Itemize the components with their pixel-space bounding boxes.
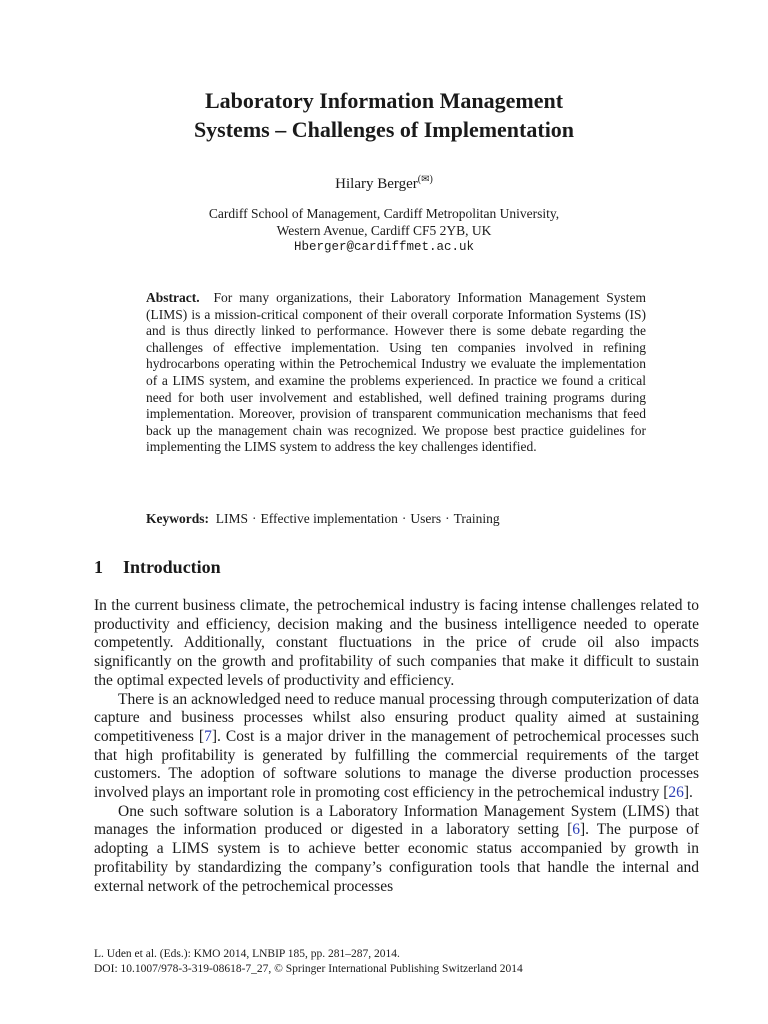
- section-title: Introduction: [123, 557, 221, 577]
- keyword-item: Users: [410, 511, 442, 526]
- title-line-2: Systems – Challenges of Implementation: [193, 117, 575, 142]
- keyword-separator: ·: [252, 511, 257, 526]
- abstract-label: Abstract.: [146, 290, 200, 305]
- paragraph-3: [94, 803, 699, 897]
- keyword-item: Effective implementation: [260, 511, 398, 526]
- affiliation-line-1: Cardiff School of Management, Cardiff Metropolitan University,: [208, 206, 560, 221]
- paper-title: [0, 86, 768, 144]
- keyword-item: Training: [453, 511, 500, 526]
- footer-citation: L. Uden et al. (Eds.): KMO 2014, LNBIP 185, pp. 281–287, 2014.: [94, 948, 400, 960]
- citation-link[interactable]: 6: [572, 821, 580, 839]
- section-number: 1: [94, 557, 103, 577]
- citation-link[interactable]: 7: [204, 727, 212, 745]
- author: [0, 174, 768, 193]
- keyword-item: LIMS: [215, 511, 249, 526]
- author-email[interactable]: Hberger@cardiffmet.ac.uk: [293, 240, 475, 254]
- footer-doi: DOI: 10.1007/978-3-319-08618-7_27, © Springer International Publishing Switzerland 2014: [94, 963, 523, 975]
- paragraph-2-part-a: There is an acknowledged need to reduce manual processing through computerization of data capture and business processes whilst also ensuring product quality aimed at sustaining competitiveness [: [94, 690, 699, 745]
- abstract-text: For many organizations, their Laboratory Information Management System (LIMS) is a mission-critical component of their overall corporate Information Systems (IS) and is thus directly linked to performance. However there is some debate regarding the challenges of effective implementation. Using ten companies involved in refining hydrocarbons operating within the Petrochemical Industry we evaluate the implementation of a LIMS system, and examine the problems experienced. In practice we found a critical need for both user involvement and established, well defined training programs during implementation. Moreover, provision of transparent communication mechanisms that feed back up the management chain was recognized. We propose best practice guidelines for implementing the LIMS system to address the key challenges identified.: [146, 290, 646, 455]
- author-name: Hilary Berger: [335, 176, 418, 192]
- keywords-label: Keywords:: [146, 511, 209, 526]
- paragraph-2-part-b: ]. Cost is a major driver in the management of petrochemical processes such that high profitability is generated by fulfilling the commercial requirements of the target customers. The adoption of software solutions to manage the diverse production processes involved plays an important role in promoting cost efficiency in the petrochemical industry [: [94, 727, 700, 802]
- affiliation-line-2: Western Avenue, Cardiff CF5 2YB, UK: [276, 223, 492, 238]
- paragraph-3-part-a: One such software solution is a Laboratory Information Management System (LIMS) that manages the information produced or digested in a laboratory setting [: [94, 802, 699, 839]
- affiliation: [0, 205, 768, 256]
- keywords: [146, 511, 646, 527]
- abstract: [146, 290, 646, 456]
- keyword-separator: ·: [401, 511, 407, 526]
- corresponding-author-mark: (✉): [417, 174, 433, 185]
- footer: [94, 947, 523, 977]
- title-line-1: Laboratory Information Management: [204, 88, 564, 113]
- body-text: [94, 597, 699, 896]
- paragraph-2-part-c: ].: [683, 784, 693, 802]
- section-heading: [94, 557, 221, 578]
- paragraph-1: In the current business climate, the petrochemical industry is facing intense challenges related to productivity and efficiency, decision making and the business intelligence needed to operate competently. Additionally, constant fluctuations in the price of crude oil also impacts significantly on the growth and profitability of such companies that make it difficult to sustain the optimal expected levels of productivity and efficiency.: [94, 597, 699, 689]
- keyword-separator: ·: [445, 511, 450, 526]
- citation-link[interactable]: 26: [668, 784, 684, 802]
- paragraph-3-part-b: ]. The purpose of adopting a LIMS system is to achieve better economic status accompanied by growth in profitability by standardizing the company’s configuration tools that handle the internal and external network of the petrochemical processes: [94, 821, 700, 895]
- paragraph-2: [94, 691, 699, 803]
